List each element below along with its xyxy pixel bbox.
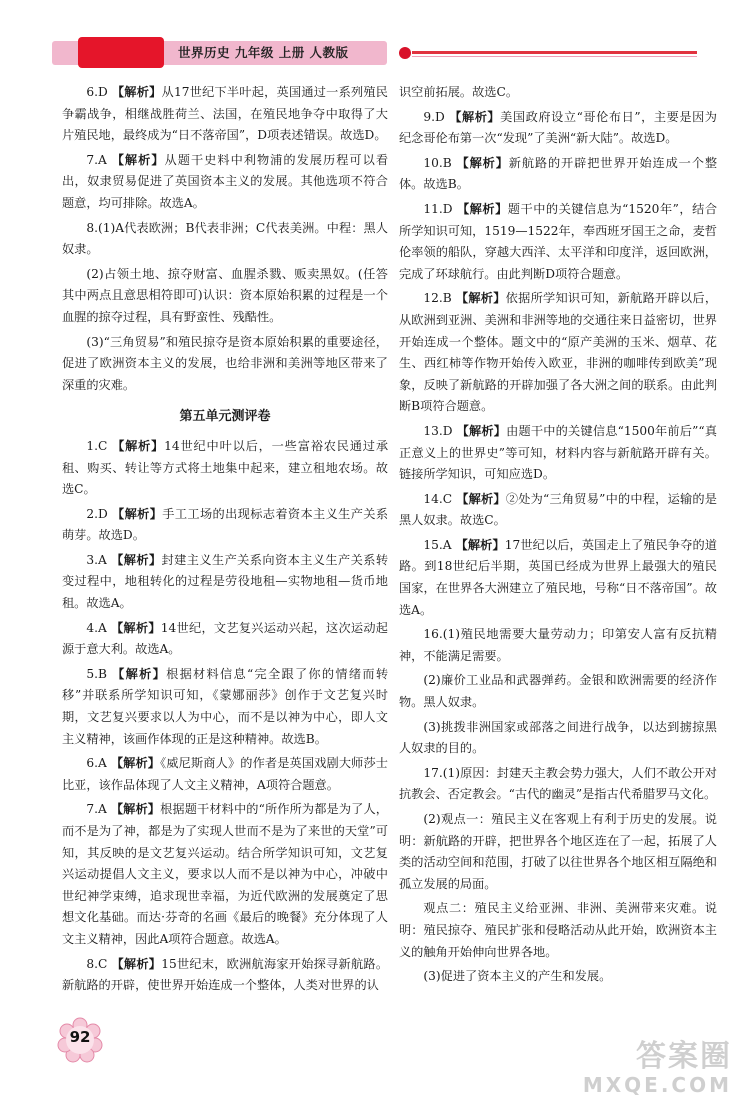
answer-number: 12.B [423, 291, 456, 306]
answer-number: 9.D [423, 109, 450, 124]
answer-text: 新航路的开辟把世界开始连成一个整体。故选B。 [399, 155, 718, 192]
watermark-site: MXQE.COM [582, 1073, 732, 1097]
analysis-tag: 【解析】 [110, 802, 161, 817]
answer-text: 17世纪以后，英国走上了殖民争夺的道路。到18世纪后半期，英国已经成为世界上最强大的殖民国家，在世界各大洲建立了殖民地，号称“日不落帝国”。故选A。 [399, 537, 717, 617]
answer-item [399, 898, 717, 963]
answer-item [399, 809, 717, 895]
answer-number: 6.A [86, 756, 111, 771]
answer-item [399, 199, 717, 285]
watermark-logo-text: 答案圈 [636, 1039, 732, 1074]
left-column [62, 82, 388, 1000]
answer-text: 依据所学知识可知，新航路开辟以后，从欧洲到亚洲、美洲和非洲等地的交通往来日益密切，世界开始连成一个整体。题文中的“原产美洲的玉米、烟草、花生、西红柿等作物开始传入欧亚，非洲的咖啡传到欧美”现象，反映了新航路的开辟加强了各大洲之间的联系。由此判断B项符合题意。 [399, 291, 718, 414]
answer-number: 1.C [86, 438, 113, 453]
answer-text: 15世纪末，欧洲航海家开始探寻新航路。新航路的开辟，使世界开始连成一个整体，人类对世界的认 [62, 956, 389, 993]
answer-text: 识空前拓展。故选C。 [399, 85, 519, 99]
answer-number: 10.B [423, 155, 457, 170]
answer-item [399, 624, 717, 667]
analysis-tag: 【解析】 [111, 552, 162, 567]
answer-text: 从17世纪下半叶起，英国通过一系列殖民争霸战争，相继战胜荷兰、法国，在殖民地争夺中取得了大片殖民地，最终成为“日不落帝国”，D项表述错误。故选D。 [62, 85, 388, 143]
answer-item [399, 421, 717, 486]
watermark [583, 1040, 732, 1096]
answer-item [62, 436, 388, 501]
analysis-tag: 【解析】 [456, 201, 508, 216]
analysis-tag: 【解析】 [455, 537, 505, 552]
analysis-tag: 【解析】 [110, 756, 161, 771]
answer-text: 17.(1)原因：封建天主教会势力强大，人们不敢公开对抗教会、否定教会。“古代的幽灵”是指古代希腊罗马文化。 [399, 765, 717, 802]
answer-item [399, 763, 717, 806]
analysis-tag: 【解析】 [111, 956, 162, 971]
answer-text: 14世纪，文艺复兴运动兴起，这次运动起源于意大利。故选A。 [62, 620, 388, 657]
answer-text: 从题干史料中利物浦的发展历程可以看出，奴隶贸易促进了英国资本主义的发展。其他选项不符合题意，均可排除。故选A。 [62, 152, 389, 210]
answer-text: (2)廉价工业品和武器弹药。金银和欧洲需要的经济作物。黑人奴隶。 [399, 673, 717, 710]
answer-item [62, 618, 388, 661]
answer-number: 7.A [86, 802, 111, 817]
right-column [399, 82, 717, 991]
answer-item [62, 753, 388, 796]
analysis-tag: 【解析】 [111, 85, 162, 99]
answer-item [62, 664, 388, 750]
answer-item [62, 799, 388, 950]
answer-item [62, 150, 388, 215]
analysis-tag: 【解析】 [110, 620, 161, 635]
answer-item [62, 504, 388, 547]
page-number: 92 [69, 1028, 91, 1046]
header-rule [412, 51, 697, 54]
analysis-tag: 【解析】 [456, 423, 507, 438]
answer-item [62, 954, 388, 997]
answer-item [399, 107, 717, 150]
answer-text: (3)挑拨非洲国家或部落之间进行战争，以达到掳掠黑人奴隶的目的。 [399, 719, 717, 756]
answer-text: ②处为“三角贸易”中的中程，运输的是黑人奴隶。故选C。 [399, 491, 717, 528]
answer-text: 观点二：殖民主义给亚洲、非洲、美洲带来灾难。说明：殖民掠夺、殖民扩张和侵略活动从此开始，欧洲资本主义的触角开始伸向世界各地。 [399, 901, 717, 959]
answer-text: 封建主义生产关系向资本主义生产关系转变过程中，地租转化的过程是劳役地租—实物地租—货币地租。故选A。 [62, 552, 389, 611]
answer-text: 由题干中的关键信息“1500年前后”“真正意义上的世界史”等可知，材料内容与新航路开辟有关。链接所学知识，可知应选D。 [399, 423, 718, 482]
answer-item [399, 535, 717, 621]
answer-item [399, 153, 717, 196]
analysis-tag: 【解析】 [456, 155, 509, 170]
answer-number: 7.A [86, 152, 112, 167]
answer-text: 16.(1)殖民地需要大量劳动力；印第安人富有反抗精神，不能满足需要。 [399, 627, 717, 663]
header-dot-icon [399, 47, 411, 59]
answer-text: 根据材料信息“完全跟了你的情绪而转移”并联系所学知识可知，《蒙娜丽莎》创作于文艺复兴时期，文艺复兴要求以人为中心，而不是以神为中心，即人文主义精神，该画作体现的正是这种精神。故选B。 [62, 666, 389, 746]
analysis-tag: 【解析】 [449, 109, 501, 124]
answer-text: 8.(1)A代表欧洲；B代表非洲；C代表美洲。中程：黑人奴隶。 [62, 220, 388, 257]
answer-text: 14世纪中叶以后，一些富裕农民通过承租、购买、转让等方式将土地集中起来，建立租地农场。故选C。 [62, 438, 389, 497]
answer-item [62, 218, 388, 261]
answer-item [62, 332, 388, 397]
analysis-tag: 【解析】 [456, 491, 506, 506]
answer-text: (3)促进了资本主义的产生和发展。 [423, 969, 612, 984]
analysis-tag: 【解析】 [112, 666, 167, 681]
answer-item [62, 264, 388, 329]
answer-number: 14.C [423, 491, 457, 506]
answer-number: 5.B [86, 666, 113, 681]
header-rule-thin [412, 56, 697, 57]
answer-text: 手工工场的出现标志着资本主义生产关系萌芽。故选D。 [62, 506, 389, 543]
answer-number: 4.A [86, 620, 111, 635]
answer-text: 根据题干材料中的“所作所为都是为了人，而不是为了神，都是为了实现人世而不是为了来世的天堂”可知，其反映的是文艺复兴运动。结合所学知识可知，文艺复兴运动提倡人文主义，要求以人而不是以神为中心，冲破中世纪神学束缚，追求现世幸福，为近代欧洲的发展奠定了思想文化基础。而达·芬奇的名画《最后的晚餐》充分体现了人文主义精神，因此A项符合题意。故选A。 [62, 802, 388, 946]
answer-text: 《威尼斯商人》的作者是英国戏剧大师莎士比亚，该作品体现了人文主义精神，A项符合题意。 [62, 756, 388, 792]
answer-item [399, 966, 717, 988]
answer-text: (3)“三角贸易”和殖民掠夺是资本原始积累的重要途径，促进了欧洲资本主义的发展，也给非洲和美洲等地区带来了深重的灾难。 [62, 334, 388, 392]
answer-item [62, 82, 388, 147]
analysis-tag: 【解析】 [112, 506, 163, 521]
answer-item [399, 717, 717, 760]
answer-number: 6.D [86, 85, 112, 99]
answer-item [399, 288, 717, 418]
answer-number: 3.A [86, 552, 112, 567]
answer-text: 美国政府设立“哥伦布日”，主要是因为纪念哥伦布第一次“发现”了美洲“新大陆”。故选D。 [399, 109, 717, 146]
answer-number: 2.D [86, 506, 113, 521]
answer-item [62, 550, 388, 615]
header-red-block [78, 37, 164, 68]
header-title: 世界历史 九年级 上册 人教版 [178, 45, 349, 60]
answer-item [399, 670, 717, 713]
analysis-tag: 【解析】 [111, 152, 165, 167]
answer-number: 13.D [423, 423, 457, 438]
analysis-tag: 【解析】 [455, 291, 506, 306]
answer-number: 8.C [86, 956, 112, 971]
answer-text: (2)占领土地、掠夺财富、血腥杀戮、贩卖黑奴。(任答其中两点且意思相符即可)认识：资本原始积累的过程是一个血腥的掠夺过程，具有野蛮性、残酷性。 [62, 266, 388, 324]
analysis-tag: 【解析】 [112, 438, 165, 453]
answer-text: (2)观点一：殖民主义在客观上有利于历史的发展。说明：新航路的开辟，把世界各个地区连在了一起，拓展了人类的活动空间和范围，打破了以往世界各个地区相互隔绝和孤立发展的局面。 [399, 812, 717, 891]
answer-item [399, 489, 717, 532]
answer-item [399, 82, 717, 104]
answer-number: 15.A [423, 537, 456, 552]
answer-number: 11.D [423, 201, 457, 216]
section-heading: 第五单元测评卷 [179, 409, 271, 425]
answer-text: 题干中的关键信息为“1520年”，结合所学知识可知，1519—1522年，奉西班牙国王之命，麦哲伦率领的船队，穿越大西洋、太平洋和印度洋，返回欧洲，完成了环球航行。由此判断D项符合题意。 [399, 201, 718, 281]
